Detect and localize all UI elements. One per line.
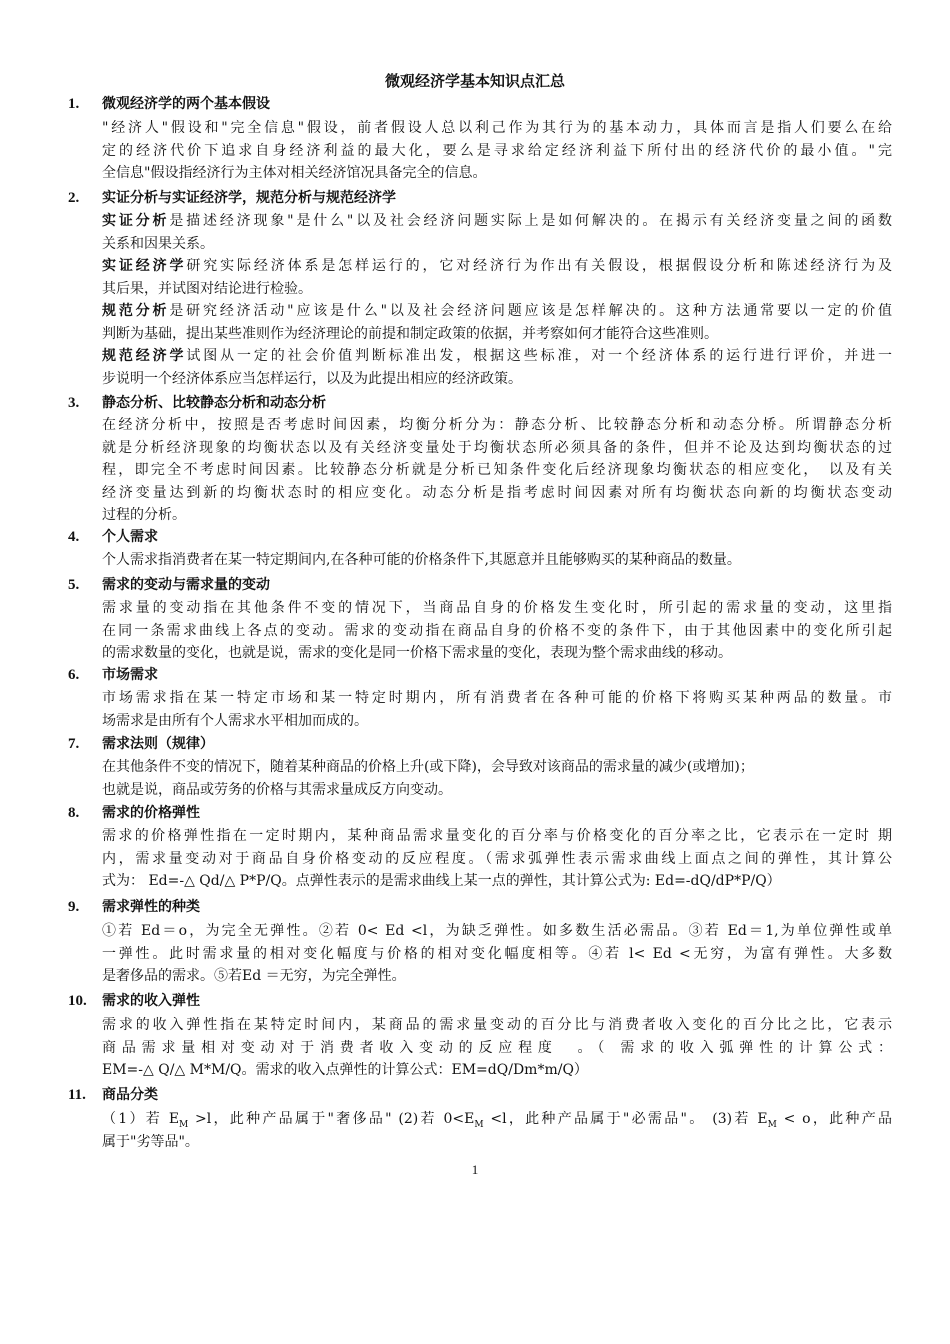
- body-line: 一弹性。此时需求量的相对变化幅度与价格的相对变化幅度相等。④若 l< Ed <无穷，为富有弹性。大多数: [102, 945, 892, 962]
- section-heading: 需求弹性的种类: [102, 899, 200, 915]
- section-heading: 实证分析与实证经济学，规范分析与规范经济学: [102, 190, 396, 206]
- term-label: 实证分析: [102, 213, 170, 229]
- body-line: 需求的收入弹性指在某特定时间内，某商品的需求量变动的百分比与消费者收入变化的百分比之比，它表示: [102, 1017, 892, 1033]
- section-body: [102, 825, 892, 893]
- section-number: 5.: [68, 577, 80, 593]
- body-line: 内，需求量变动对于商品自身价格变动的反应程度。（需求弧弹性表示需求曲线上面点之间的弹性，其计算公: [102, 850, 892, 867]
- term-label: 规范分析: [102, 303, 170, 319]
- section-number: 1.: [68, 96, 80, 112]
- body-line: 关系和因果关系。: [102, 235, 214, 252]
- term-label: 实证经济学: [102, 258, 187, 274]
- body-line: 在经济分析中，按照是否考虑时间因素，均衡分析分为：静态分析、比较静态分析和动态分桥。所谓静态分析: [102, 417, 892, 433]
- section-body: [102, 597, 892, 665]
- body-line: 步说明一个经济体系应当怎样运行，以及为此提出相应的经济政策。: [102, 370, 522, 387]
- body-line: 也就是说，商品或劳务的价格与其需求量成反方向变动。: [102, 781, 452, 798]
- body-line: 是奢侈品的需求。⑤若Ed ＝无穷，为完全弹性。: [102, 968, 406, 984]
- section-number: 6.: [68, 667, 80, 683]
- body-line: 就是分析经济现象的均衡状态以及有关经济变量处于均衡状态所必须具备的条件，但并不论及达到均衡状态的过: [102, 439, 892, 456]
- body-line: 全信息"假设指经济行为主体对相关经济馆况具备完全的信息。: [102, 165, 487, 181]
- section-number: 2.: [68, 190, 80, 206]
- section-heading: 市场需求: [102, 667, 158, 683]
- page-title: 微观经济学基本知识点汇总: [384, 72, 565, 90]
- section-number: 10.: [68, 993, 87, 1009]
- body-line: 规范分析是研究经济活动"应该是什么"以及社会经济问题应该是怎样解决的。这种方法通常要以一定的价值: [102, 303, 893, 319]
- body-line: 实证经济学研究实际经济体系是怎样运行的，它对经济行为作出有关假设，根据假设分析和陈述经济行为及: [102, 258, 893, 274]
- body-line: 需求的价格弹性指在一定时期内，某种商品需求量变化的百分率与价格变化的百分率之比，它表示在一定时 期: [102, 828, 892, 844]
- body-line: 需求量的变动指在其他条件不变的情况下，当商品自身的价格发生变化时，所引起的需求量的变动，这里指: [102, 600, 892, 616]
- section-number: 11.: [68, 1087, 86, 1103]
- section-body: [102, 920, 892, 988]
- body-line: 过程的分析。: [102, 507, 186, 523]
- section-body: [102, 117, 892, 185]
- body-line: 属于"劣等品"。: [102, 1133, 199, 1150]
- body-line: 场需求是由所有个人需求水平相加而成的。: [102, 712, 368, 729]
- body-line: EM=-△ Q/△ M*M/Q。需求的收入点弹性的计算公式：EM=dQ/Dm*m/Q）: [102, 1062, 588, 1078]
- section-body: [102, 414, 892, 527]
- body-line: 判断为基础，提出某些准则作为经济理论的前提和制定政策的依据，并考察如何才能符合这些准则。: [102, 325, 718, 342]
- body-line: 程，即完全不考虑时间因素。比较静态分析就是分析已知条件变化后经济现象均衡状态的相应变化， 以及有关: [102, 462, 892, 478]
- section-body: [102, 756, 892, 801]
- section-heading: 静态分析、比较静态分析和动态分析: [102, 395, 326, 411]
- section-heading: 需求的变动与需求量的变动: [102, 577, 270, 593]
- body-line: 商品需求量相对变动对于消费者收入变动的反应程度 。（ 需求的收入弧弹性的计算公式：: [102, 1039, 892, 1056]
- section-number: 4.: [68, 529, 80, 545]
- section-heading: 需求法则（规律）: [102, 736, 214, 752]
- body-line: ①若 Ed＝o，为完全无弹性。②若 0< Ed <l，为缺乏弹性。如多数生活必需品。③若 Ed＝1,为单位弹性或单: [102, 923, 892, 939]
- body-line: 规范经济学试图从一定的社会价值判断标准出发，根据这些标准，对一个经济体系的运行进行评价，并进一: [102, 348, 893, 364]
- section-heading: 商品分类: [102, 1087, 158, 1103]
- body-line: 在同一条需求曲线上各点的变动。需求的变动指在商品自身的价格不变的条件下，由于其他因素中的变化所引起: [102, 622, 892, 639]
- section-body: [102, 210, 892, 390]
- body-line: 个人需求指消费者在某一特定期间内,在各种可能的价格条件下,其愿意并且能够购买的某种商品的数量。: [102, 552, 741, 568]
- section-heading: 微观经济学的两个基本假设: [102, 96, 270, 112]
- body-line: 在其他条件不变的情况下，随着某种商品的价格上升(或下降)，会导致对该商品的需求量的减少(或增加)；: [102, 759, 754, 775]
- section-body: [102, 1014, 892, 1082]
- body-line: 市场需求指在某一特定市场和某一特定时期内，所有消费者在各种可能的价格下将购买某种两品的数量。市: [102, 690, 892, 706]
- section-body: [102, 687, 892, 732]
- section-heading: 需求的价格弹性: [102, 805, 200, 821]
- subscript-m: M: [179, 1119, 189, 1130]
- body-line: 定的经济代价下追求自身经济利益的最大化，要么是寻求给定经济利益下所付出的经济代价的最小值。"完: [102, 142, 892, 159]
- subscript-m: M: [474, 1119, 484, 1130]
- page-number: 1: [471, 1162, 479, 1177]
- section-number: 8.: [68, 805, 80, 821]
- body-line: 其后果，并试图对结论进行检验。: [102, 280, 312, 297]
- subscript-m: M: [767, 1119, 777, 1130]
- body-line: "经济人"假设和"完全信息"假设，前者假设人总以利己作为其行为的基本动力，具体而言是指人们要么在给: [102, 120, 892, 136]
- section-number: 7.: [68, 736, 80, 752]
- body-line: 的需求数量的变化，也就是说，需求的变化是同一价格下需求量的变化，表现为整个需求曲线的移动。: [102, 645, 732, 661]
- body-line: 经济变量达到新的均衡状态时的相应变化。动态分析是指考虑时间因素对所有均衡状态向新的均衡状态变动: [102, 484, 892, 501]
- section-number: 3.: [68, 395, 80, 411]
- section-body: [102, 1108, 892, 1153]
- body-line: 式为： Ed=-△ Qd/△ P*P/Q。点弹性表示的是需求曲线上某一点的弹性，其计算公式为: Ed=-dQ/dP*P/Q）: [102, 873, 781, 889]
- body-line: 实证分析是描述经济现象"是什么"以及社会经济问题实际上是如何解决的。在揭示有关经济变量之间的函数: [102, 213, 893, 229]
- body-line: （1）若 $E_M >l$，此种产品属于"奢侈品" (2)若 $0<E_M <l$，此种产品属于"必需品"。 (3)若 $E_M < o$，此种产品: [102, 1111, 892, 1130]
- section-heading: 个人需求: [102, 529, 158, 545]
- section-heading: 需求的收入弹性: [102, 993, 200, 1009]
- term-label: 规范经济学: [102, 348, 187, 364]
- section-body: [102, 549, 892, 572]
- section-number: 9.: [68, 899, 80, 915]
